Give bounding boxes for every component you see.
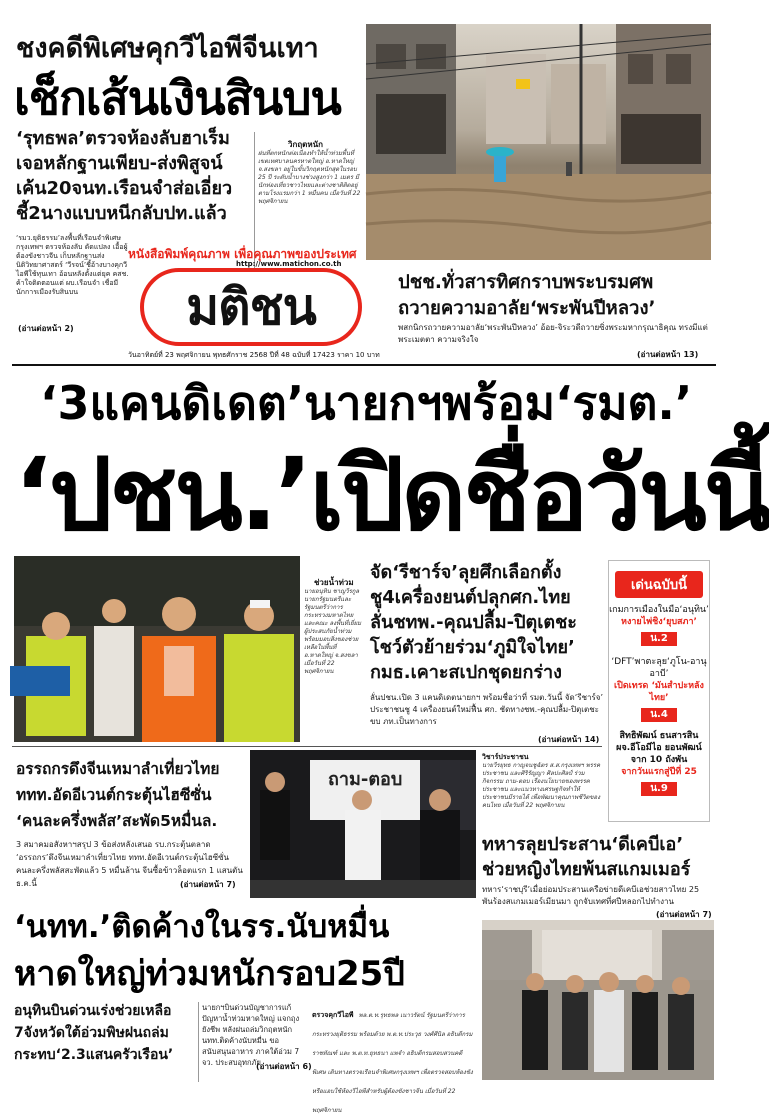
highlights-title: เด่นฉบับนี้ — [615, 571, 703, 598]
lead-body: ลั่นปชน.เปิด 3 แคนดิเดตนายกฯ พร้อมชื่อว่าที่ รมต.วันนี้ จัด‘รีชาร์จ’ ประชาชนชู 4 เครื่องยนต์ใหม่ฟื้น ศก. ชัดทางชพ.-คุณปลื้ม-ปิตุเตชะ ขบ ภท.เป็นทางการ — [370, 693, 604, 726]
inspection-title: ตรวจคุกวีไอพี — [312, 1011, 354, 1019]
masthead-logo: มติชน — [186, 278, 316, 336]
tourists-body: นายกฯบินด่วนบัญชาการแก้ปัญหาน้ำท่วมหาดใหญ่ แจกถุงยังชีพ หลังฝนถล่มวิกฤตหนัก นทท.ติดค้างนับหมื่น ขอสนับสนุนอาหาร ภาคใต้อ่วม 7 จว. ประสบอุทกภัย — [202, 1003, 300, 1067]
military-body: ทหาร‘ราชบุรี’เมื่อย่อมประสานเครือข่ายดีเคบีเอช่วยสาวไทย 25 พันร้องสแกมเมอร์เมียนมา ถูกจับเทศที่ศปีหลอกไปทำงาน — [482, 885, 700, 906]
help-caption-title: ช่วยน้ำท่วม — [314, 578, 354, 587]
tourism-headline — [16, 756, 246, 834]
highlight-text: เกมการเมืองในมือ‘อนุทิน’ — [609, 605, 709, 615]
military-continue: (อ่านต่อหน้า 7) — [656, 910, 712, 919]
top-left-headline: เช็กเส้นเงินสินบน — [14, 71, 341, 125]
prison-inspection-photo — [482, 920, 714, 1080]
subhead-line: กระทบ‘2.3แสนครัวเรือน’ — [14, 1047, 174, 1063]
subhead-line: ชี้2นางแบบหนีกลับปท.แล้ว — [16, 203, 227, 224]
highlight-item[interactable] — [609, 604, 709, 646]
subhead-line: อนุทินบินด่วนเร่งช่วยเหลือ — [14, 1003, 172, 1019]
flood-relief-photo — [14, 556, 300, 742]
military-headline — [482, 832, 714, 882]
subhead-line: โชว์ตัวย้ายร่วม‘ภูมิใจไทย’ — [370, 637, 575, 658]
highlights-box — [608, 560, 710, 822]
event-caption-text: นายวีรยุทธ กาญจนชูฉัตร ส.ส.กรุงเทพฯ พรรคประชาชน และศิริรัญญา ศิลปะศิลป์ ร่วมกิจกรรม ถาม-ตอบ เรื่องนโยบายของพรรคประชาชน และแนวทางเศรษฐกิจทำให้ประชาชนมีรายได้ เพื่อพัฒนาคุณภาพชีวิตของคนไทย เมื่อวันที่ 22 พฤศจิกายน — [482, 762, 601, 809]
subhead-line: ลั่นชทพ.-คุณปลื้ม-ปิตุเตชะ — [370, 612, 577, 633]
tourists-subhead — [14, 1000, 204, 1066]
subhead-line: 7จังหวัดใต้อ่วมพิษฝนถล่ม — [14, 1025, 169, 1041]
masthead-logo-box — [140, 268, 362, 346]
tourists-headline: หาดใหญ่ท่วมหนักรอบ25ปี — [14, 954, 405, 994]
lead-kicker: ‘3แคนดิเดต’นายกฯพร้อม‘รมต.’ — [40, 376, 693, 430]
tourists-continue: (อ่านต่อหน้า 6) — [256, 1062, 312, 1071]
subhead-line: เจอหลักฐานเพียบ-ส่งพิสูจน์ — [16, 153, 223, 174]
event-screen-text: ถาม-ตอบ — [328, 769, 403, 790]
page-badge: น.2 — [641, 632, 677, 646]
page-badge: น.9 — [641, 782, 677, 796]
subhead-line: ‘รุทธพล’ตรวจห้องลับฮาเร็ม — [16, 128, 230, 149]
inspection-text: พล.ต.ท.รุทธพล เนาวรัตน์ รัฐมนตรีว่าการกระทรวงยุติธรรม พร้อมด้วย พ.ต.ท.ประวุธ วงศ์ศีนิล อธิบดีกรมราชทัณฑ์ และ พ.ต.ท.ยุทธนา แพจำ อธิบดีกรมสอบสวนคดีพิเศษ เดินทางตรวจเรือนจำพิเศษกรุงเทพฯ เพื่อตรวจสอบห้องขังหรือแอบใช้ห้องวีไอพีสำหรับผู้ต้องขังชาวจีน เมื่อวันที่ 22 พฤศจิกายน — [312, 1012, 473, 1114]
tourism-body: 3 สมาคมอสังหาฯสรุป 3 ข้อส่งหลังเสนอ รบ.กระตุ้นตลาด ‘อรรถกร’ดึงจีนเหมาลำเที่ยวไทย ททท.อัดอีเวนต์กระตุ้นไฮซีซั่น คนละครึ่งพลัสสะพัดแล้ว 5 หมื่นล้าน จีนซื้อข้าวล็อตแรก 1 แสนตัน ธ.ค.นี้ — [16, 840, 243, 888]
royal-body: พสกนิกรถวายความอาลัย‘พระพันปีหลวง’ อ้อย-จิระวดีถวายซิ่งพระมหากรุณาธิคุณ ทรงมีแต่พระเมตตา ความจริงใจ — [398, 323, 708, 344]
help-caption-text: นายอนุทิน ชาญวีรกูล นายกรัฐมนตรีและรัฐมนตรีว่าการกระทรวงมหาดไทย และคณะ ลงพื้นที่เยี่ยมผู้ประสบภัยน้ำท่วมพร้อมมอบสิ่งของช่วยเหลือในพื้นที่ อ.หาดใหญ่ จ.สงขลา เมื่อวันที่ 22 พฤศจิกายน — [304, 588, 362, 675]
top-left-subhead — [16, 126, 256, 226]
headline-line: ทหารลุยประสาน‘ดีเคบีเอ’ — [482, 834, 684, 855]
headline-line: ถวายความอาลัย‘พระพันปีหลวง’ — [398, 298, 656, 319]
flood-caption-text: ฝนที่ตกหนักต่อเนื่องทำให้น้ำท่วมพื้นที่เขตเทศบาลนครหาดใหญ่ อ.หาดใหญ่ จ.สงขลา อยู่ในขั้นวิกฤตหนักสุดในรอบ 25 ปี ระดับน้ำบางช่วงสูงกว่า 1 เมตร มีนักท่องเที่ยวชาวไทยและต่างชาติติดอยู่ตามโรงแรมกว่า 1 หมื่นคน เมื่อวันที่ 22 พฤศจิกายน — [258, 150, 361, 205]
lead-subhead — [370, 560, 602, 685]
masthead-slogan: หนังสือพิมพ์คุณภาพ เพื่อคุณภาพของประเทศ — [128, 247, 357, 261]
tourism-continue: (อ่านต่อหน้า 7) — [180, 880, 236, 889]
lead-headline: ‘ปชน.’เปิดชื่อวันนี้ — [14, 436, 769, 553]
event-caption-title: วิชาร์ประชาชน — [482, 753, 529, 761]
flood-street-illustration — [366, 24, 711, 260]
lead-continue: (อ่านต่อหน้า 14) — [538, 735, 600, 744]
highlight-item[interactable] — [609, 730, 709, 796]
highlight-accent: จากวันแรกสู่ปีที่ 25 — [621, 767, 697, 777]
headline-line: ‘คนละครึ่งพลัส’สะพัด5หมื่นล. — [16, 812, 218, 830]
royal-headline — [398, 270, 718, 322]
masthead-dateline: วันอาทิตย์ที่ 23 พฤศจิกายน พุทธศักราช 2568 ปีที่ 48 ฉบับที่ 17423 ราคา 10 บาท — [128, 351, 380, 359]
flood-relief-illustration — [14, 556, 300, 742]
subhead-line: เค้น20จนท.เรือนจำส่อเอี่ยว — [16, 178, 233, 199]
headline-line: ช่วยหญิงไทยพ้นสแกมเมอร์ — [482, 859, 691, 880]
top-left-kicker: ชงคดีพิเศษคุกวีไอพีจีนเทา — [16, 33, 319, 64]
page-badge: น.4 — [641, 708, 677, 722]
headline-line: ททท.อัดอีเวนต์กระตุ้นไฮซีซั่น — [16, 786, 212, 804]
headline-line: อรรถกรดึงจีนเหมาลำเที่ยวไทย — [16, 760, 220, 778]
subhead-line: กมธ.เคาะสเปกชุดยกร่าง — [370, 662, 562, 683]
subhead-line: ชู4เครื่องยนต์ปลุกศก.ไทย — [370, 587, 571, 608]
flood-caption-title: วิกฤตหนัก — [288, 140, 323, 149]
top-left-continue: (อ่านต่อหน้า 2) — [18, 324, 74, 333]
inspection-caption — [312, 1002, 476, 1114]
event-photo — [250, 750, 476, 898]
highlight-accent: เปิดเทรด ‘มันสำปะหลังไทย’ — [614, 681, 704, 703]
subhead-line: จัด‘รีชาร์จ’ลุยศึกเลือกตั้ง — [370, 562, 562, 583]
tourists-kicker: ‘นทท.’ติดค้างในรร.นับหมื่น — [14, 909, 390, 945]
royal-continue: (อ่านต่อหน้า 13) — [637, 350, 699, 359]
top-left-body: ‘รมว.ยุติธรรม’ลงพื้นที่เรือนจำพิเศษกรุงเทพฯ ตรวจห้องลับ ดัดแปลง เอื้อผู้ต้องขังชาวจีน เก็บหลักฐานส่งนิติวิทยาศาสตร์ ‘วีรจน์’ชี้อ้างบางคุกวีไอพีใช้ทุนเทา อ้อนหลังตั้งแต่ยุค คสช. ค้าใจติดตอนแต่ ผบ.เรือนจำ เชื่อมีนักการเมืองรับสินบน — [16, 234, 129, 296]
headline-line: ปชช.ทั่วสารทิศกราบพระบรมศพ — [398, 272, 654, 293]
inspection-illustration — [482, 920, 714, 1080]
highlight-text: ‘DFT’พาตะลุย‘ภูโน-อานุอาบี’ — [611, 657, 707, 679]
highlight-item[interactable] — [609, 656, 709, 722]
highlight-accent: หงายไพ่ชิง‘ยุบสภา’ — [621, 617, 697, 627]
masthead-url: http://www.matichon.co.th — [236, 260, 342, 268]
highlight-text: สิทธิพัฒน์ ธนสารสิน ผจ.อีโอมีไอ ยอนพัฒน์ จาก 10 ถังพัน — [616, 731, 702, 765]
flood-street-photo — [366, 24, 711, 260]
